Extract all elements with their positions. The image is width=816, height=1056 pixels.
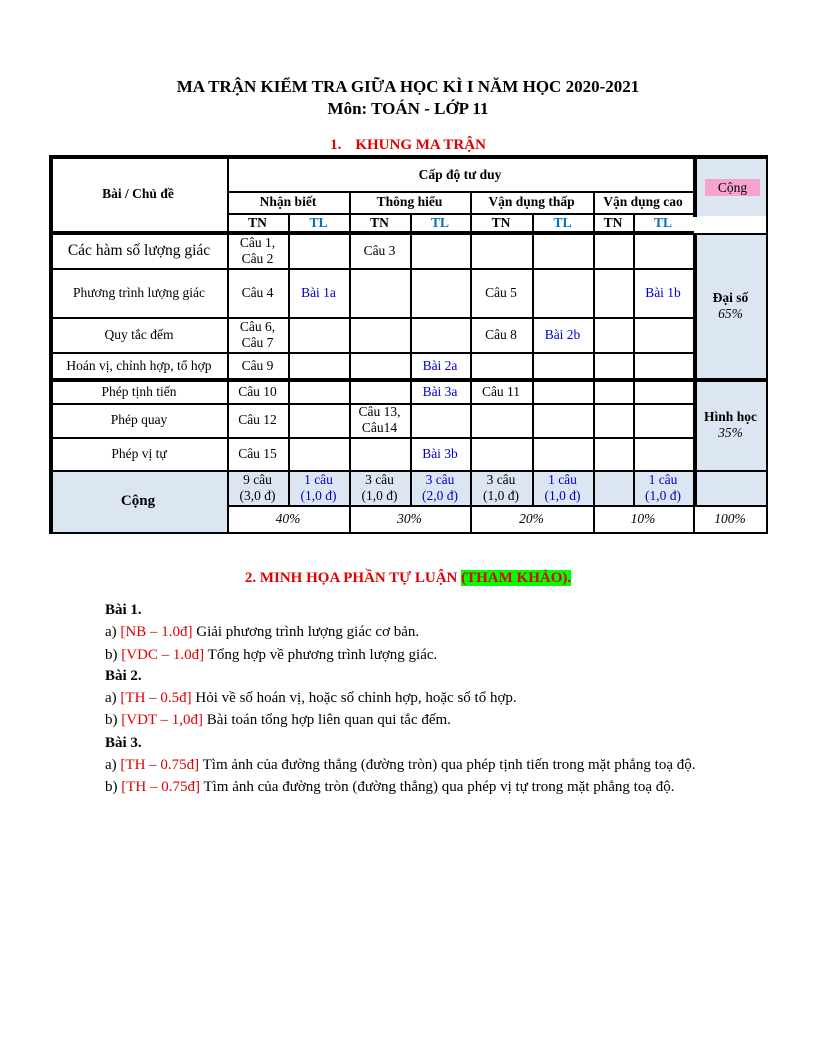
total-header: Cộng bbox=[705, 179, 760, 196]
percent-cell: 40% bbox=[275, 510, 301, 526]
matrix-cell: Câu 3 bbox=[363, 242, 396, 258]
matrix-cell: Câu 12 bbox=[238, 412, 277, 427]
item-prefix: b) bbox=[105, 779, 122, 795]
topic-header: Bài / Chủ đề bbox=[102, 186, 174, 201]
col-tl-header: TL bbox=[553, 215, 572, 230]
document-subtitle: Môn: TOÁN - LỚP 11 bbox=[327, 99, 489, 118]
col-tn-header: TN bbox=[603, 215, 623, 230]
document-title: MA TRẬN KIỂM TRA GIỮA HỌC KÌ I NĂM HỌC 2020-2021 bbox=[176, 77, 640, 96]
matrix-cell: Câu 1, Câu 2 bbox=[239, 234, 276, 266]
matrix-cell: Bài 2a bbox=[422, 358, 458, 373]
grid-line bbox=[470, 213, 472, 506]
percent-cell: 100% bbox=[714, 510, 746, 526]
exercise-item bbox=[105, 690, 517, 707]
grid-line bbox=[593, 213, 595, 506]
item-text: Tổng hợp về phương trình lượng giác. bbox=[204, 647, 438, 663]
matrix-cell: Câu 11 bbox=[481, 383, 521, 399]
grid-line bbox=[288, 213, 290, 506]
col-tl-header: TL bbox=[309, 215, 328, 230]
item-prefix: a) bbox=[105, 624, 121, 640]
exercise-heading: Bài 2. bbox=[105, 668, 142, 684]
matrix-cell: Bài 1b bbox=[645, 284, 681, 300]
grid-line bbox=[695, 155, 697, 217]
matrix-cell: Câu 4 bbox=[241, 284, 274, 300]
item-prefix: a) bbox=[105, 690, 121, 706]
percent-cell: 10% bbox=[630, 510, 656, 526]
matrix-cell: Câu 15 bbox=[238, 445, 277, 461]
col-tl-header: TL bbox=[430, 215, 449, 230]
row-topic: Phép tịnh tiến bbox=[101, 383, 177, 399]
matrix-cell: Câu 8 bbox=[485, 326, 517, 342]
sum-cell: 9 câu (3,0 đ) bbox=[239, 471, 276, 503]
matrix-cell: Câu 5 bbox=[485, 284, 517, 300]
matrix-cell: Bài 3a bbox=[422, 383, 458, 399]
matrix-cell: Câu 10 bbox=[238, 383, 277, 399]
sum-label: Cộng bbox=[120, 493, 156, 509]
row-topic: Phép quay bbox=[110, 412, 168, 427]
level-header-2: Thông hiểu bbox=[376, 194, 443, 209]
level-header-3: Vận dụng thấp bbox=[488, 194, 575, 209]
level-header: Cấp độ tư duy bbox=[418, 167, 502, 182]
exercise-heading: Bài 3. bbox=[105, 735, 142, 751]
level-header-1: Nhận biết bbox=[259, 194, 317, 209]
col-tn-header: TN bbox=[248, 215, 267, 230]
exercise-item bbox=[105, 647, 437, 664]
exercise-heading: Bài 1. bbox=[105, 602, 142, 618]
row-topic: Các hàm số lượng giác bbox=[67, 241, 211, 259]
sum-cell: 1 câu (1,0 đ) bbox=[544, 471, 581, 503]
matrix-cell: Câu 6, Câu 7 bbox=[239, 318, 276, 350]
level-header-4: Vận dụng cao bbox=[603, 194, 683, 209]
section-1-label: KHUNG MA TRẬN bbox=[355, 137, 486, 153]
section-1-heading bbox=[0, 137, 816, 154]
sum-cell: 1 câu (1,0 đ) bbox=[300, 471, 337, 503]
group-percent: 65% bbox=[718, 305, 743, 321]
exercise-item bbox=[105, 712, 451, 729]
col-tl-header: TL bbox=[653, 215, 672, 230]
percent-cell: 30% bbox=[397, 510, 422, 526]
section-2-reference: (THAM KHẢO). bbox=[461, 570, 572, 586]
item-level-tag: [TH – 0.5đ] bbox=[120, 690, 192, 706]
algebra-group bbox=[695, 233, 766, 378]
exercise-item bbox=[105, 757, 696, 774]
grid-line bbox=[532, 213, 534, 506]
item-text: Hỏi về số hoán vị, hoặc số chỉnh hợp, hoặc số tổ hợp. bbox=[191, 690, 517, 706]
item-prefix: b) bbox=[105, 647, 122, 663]
section-2-label: 2. MINH HỌA PHẦN TỰ LUẬN bbox=[244, 570, 462, 586]
row-topic: Hoán vị, chỉnh hợp, tổ hợp bbox=[66, 358, 212, 373]
item-level-tag: [TH – 0.75đ] bbox=[121, 779, 200, 795]
col-tn-header: TN bbox=[491, 215, 511, 230]
item-level-tag: [VDT – 1,0đ] bbox=[121, 712, 204, 728]
item-text: Giải phương trình lượng giác cơ bản. bbox=[192, 624, 420, 640]
group-percent: 35% bbox=[718, 425, 743, 440]
item-level-tag: [VDC – 1.0đ] bbox=[121, 647, 205, 663]
sum-cell: 3 câu (1,0 đ) bbox=[361, 471, 398, 503]
grid-line bbox=[766, 155, 768, 533]
group-name: Hình học bbox=[704, 409, 757, 424]
sum-cell: 1 câu (1,0 đ) bbox=[645, 471, 681, 503]
matrix-cell: Bài 2b bbox=[544, 326, 581, 342]
section-1-number: 1. bbox=[330, 137, 342, 153]
exercise-item bbox=[105, 779, 674, 796]
matrix-cell: Bài 1a bbox=[301, 284, 336, 300]
row-topic: Phương trình lượng giác bbox=[72, 284, 206, 300]
matrix-cell: Câu 9 bbox=[241, 358, 274, 373]
geometry-group bbox=[695, 380, 766, 470]
sum-cell: 3 câu (1,0 đ) bbox=[483, 471, 519, 503]
exercise-item bbox=[105, 624, 419, 641]
item-text: Bài toán tổng hợp liên quan qui tắc đếm. bbox=[203, 712, 451, 728]
item-text: Tìm ảnh của đường thẳng (đường tròn) qua phép tịnh tiến trong mặt phẳng toạ độ. bbox=[199, 757, 696, 773]
row-topic: Phép vị tự bbox=[111, 445, 167, 461]
matrix-cell: Câu 13, Câu14 bbox=[358, 404, 401, 435]
item-level-tag: [TH – 0.75đ] bbox=[120, 757, 200, 773]
sum-cell: 3 câu (2,0 đ) bbox=[422, 471, 458, 503]
group-name: Đại số bbox=[712, 289, 749, 305]
grid-line bbox=[633, 213, 635, 506]
item-text: Tìm ảnh của đường tròn (đường thẳng) qua phép vị tự trong mặt phẳng toạ độ. bbox=[200, 779, 675, 795]
item-level-tag: [NB – 1.0đ] bbox=[120, 624, 193, 640]
col-tn-header: TN bbox=[370, 215, 389, 230]
grid-line bbox=[49, 532, 768, 534]
row-topic: Quy tắc đếm bbox=[104, 326, 174, 342]
section-2-heading bbox=[0, 570, 816, 587]
item-prefix: b) bbox=[105, 712, 122, 728]
matrix-cell: Bài 3b bbox=[422, 445, 458, 461]
percent-cell: 20% bbox=[519, 510, 544, 526]
item-prefix: a) bbox=[105, 757, 121, 773]
